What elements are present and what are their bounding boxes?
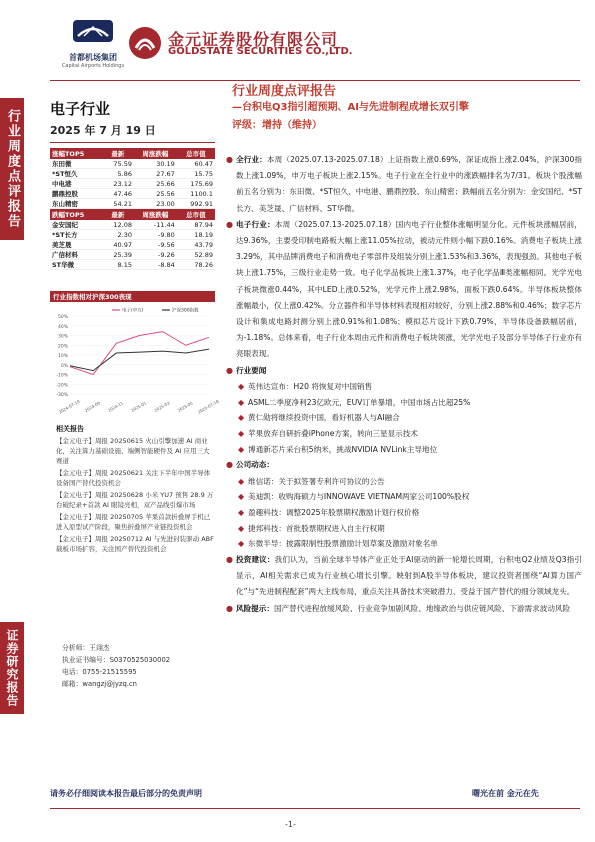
series-line: [70, 349, 209, 370]
market-text: 本周（2025.07.13-2025.07.18）上证指数上涨0.69%，深证成指上涨2.04%，沪深300指数上涨1.09%，申万电子板块上涨2.15%。电子行业在全行业中的涨跌幅排名为7/31。板块个股涨幅前五名分别为：东田微、*ST恒久、中电港、鹏鼎控股、东山精密；跌幅前五名分别为：金安国纪、*ST长方、美芝晟、广信材料、ST华微。: [236, 155, 582, 213]
legend-entry: 电子(申万): [122, 308, 144, 314]
table-cell: -11.44: [134, 220, 177, 230]
table-cell: 东山精密: [50, 199, 102, 209]
list-item: [226, 505, 582, 521]
news-label: 行业要闻: [236, 365, 267, 375]
table-cell: 25.66: [134, 179, 177, 189]
table-cell: 60.47: [177, 159, 215, 169]
table-cell: 中电港: [50, 179, 102, 189]
list-item: [226, 474, 582, 490]
table-row: [50, 250, 215, 260]
related-reports-list: [56, 436, 214, 556]
list-item-text: 维信诺：关于拟签署专利许可协议的公告: [248, 476, 385, 486]
diamond-icon: ◆: [238, 381, 245, 391]
table-cell: 54.21: [102, 199, 134, 209]
analyst-email: 邮箱：wangzj@jyzq.cn: [62, 680, 137, 688]
table-cell: *ST长方: [50, 230, 102, 240]
company-name-en: GOLDSTATE SECURITIES CO.,LTD.: [168, 46, 353, 57]
list-item: [226, 442, 582, 458]
industry-name: 电子行业: [50, 100, 111, 118]
table-row: [50, 169, 215, 179]
table-cell: 25.56: [134, 189, 177, 199]
report-subtitle: —台积电Q3指引超预期、AI与先进制程成增长双引擎: [232, 102, 469, 113]
x-tick-label: 2024-09: [83, 400, 101, 414]
table-header: 最新: [102, 209, 134, 221]
bullet-icon: ●: [226, 460, 233, 470]
table-cell: 1100.1: [177, 189, 215, 199]
advice-text: 我们认为，当前全球半导体产业正处于AI驱动的新一轮增长周期，台积电Q2业绩及Q3指引显示，AI相关需求已成为行业核心增长引擎。映射到A股半导体板块，建议投资者围绕“AI算力国产化”与“先进制程配套”两大主线布局，重点关注具备技术突破潜力、受益于国产替代的细分领域龙头。: [236, 555, 583, 597]
related-report-item[interactable]: 【金元电子】周报 20250628 小米 YU7 预售 28.9 万台破纪录+首款 AI 眼镜亮相，双产品线引爆市场: [56, 491, 214, 509]
analyst-license: 执业证书编号：S0370525030002: [62, 656, 171, 664]
table-cell: -9.80: [134, 230, 177, 240]
sidebar-report-category: 证券研究报告: [0, 622, 24, 714]
company-label: 公司动态：: [236, 460, 274, 470]
list-item: [226, 489, 582, 505]
electronic-label: 电子行业：: [236, 219, 275, 229]
table-header: 跌幅TOP5: [50, 209, 102, 221]
table-row: [50, 220, 215, 230]
electronic-section: [226, 217, 582, 363]
footer-disclaimer: 请务必仔细阅读本报告最后部分的免责声明: [50, 789, 202, 798]
x-tick-label: 2025-03: [153, 400, 171, 414]
report-date: 2025 年 7 月 19 日: [50, 124, 156, 137]
list-item-text: 东微半导：披露限制性股票激励计划草案及激励对象名单: [248, 539, 438, 549]
table-cell: -9.26: [134, 250, 177, 260]
bullet-icon: ●: [226, 155, 233, 164]
table-cell: *ST恒久: [50, 169, 102, 179]
list-item-text: 盈趣科技：调整2025年股票期权激励计划行权价格: [248, 507, 420, 517]
table-row: [50, 260, 215, 270]
list-item-text: 黄仁勋将继续投资中国，看好机器人与AI融合: [248, 413, 400, 423]
x-tick-label: 2025-05: [176, 400, 194, 414]
bullet-icon: ●: [226, 555, 233, 565]
table-header-row-up: [50, 148, 215, 159]
related-report-item[interactable]: 【金元电子】周报 20250712 AI 与先进封装驱动 ABF 载板市场扩容，关注国产替代投资机会: [56, 535, 214, 553]
company-list: [226, 474, 582, 553]
list-item: [226, 410, 582, 426]
company-section: [226, 457, 582, 473]
table-header: 最新: [102, 148, 134, 159]
list-item-text: 美迪凯：收购海硕力与INNOWAVE VIETNAM两家公司100%股权: [248, 492, 470, 502]
list-item-text: 苹果放弃自研折叠iPhone方案，转向三星显示技术: [248, 428, 418, 438]
related-reports-title: 相关报告: [56, 425, 84, 433]
x-tick-label: 2024-11: [107, 400, 125, 414]
market-section: [226, 152, 582, 217]
y-tick-label: 50%: [57, 315, 68, 320]
analyst-phone: 电话：0755-21515595: [62, 668, 137, 676]
table-cell: 23.00: [134, 199, 177, 209]
table-cell: -8.84: [134, 260, 177, 270]
diamond-icon: ◆: [238, 539, 245, 549]
diamond-icon: ◆: [238, 476, 245, 486]
table-cell: 78.26: [177, 260, 215, 270]
table-cell: 广信材料: [50, 250, 102, 260]
table-cell: 12.08: [102, 220, 134, 230]
news-section: [226, 363, 582, 379]
table-row: [50, 189, 215, 199]
table-header: 总市值: [177, 148, 215, 159]
capital-airports-name-en: Capital Airports Holdings: [61, 63, 125, 69]
x-tick-label: 2025-01: [130, 400, 148, 414]
left-column-divider: [50, 142, 215, 143]
table-header: 涨幅TOP5: [50, 148, 102, 159]
goldstate-logo-icon: [128, 26, 162, 60]
list-item: [226, 426, 582, 442]
goldstate-logo: [128, 26, 388, 66]
table-cell: 2.30: [102, 230, 134, 240]
table-row: [50, 240, 215, 250]
table-cell: 992.91: [177, 199, 215, 209]
x-tick-label: 2024-07-19: [57, 398, 81, 415]
list-item: [226, 395, 582, 411]
y-tick-label: 40%: [57, 324, 68, 330]
page-header: [50, 16, 580, 78]
bullet-icon: ●: [226, 219, 233, 229]
stock-performance-table: [50, 148, 215, 270]
table-row: [50, 230, 215, 240]
table-cell: 8.15: [102, 260, 134, 270]
table-row: [50, 159, 215, 169]
report-title: 行业周度点评报告: [232, 84, 337, 99]
table-cell: 40.97: [102, 240, 134, 250]
list-item-text: 捷邦科技：首批股票期权进入自主行权期: [248, 523, 385, 533]
y-tick-label: 0%: [60, 363, 68, 369]
table-cell: 15.75: [177, 169, 215, 179]
market-label: 全行业：: [236, 155, 267, 164]
analyst-info: [62, 642, 170, 690]
table-row: [50, 179, 215, 189]
diamond-icon: ◆: [238, 444, 245, 454]
list-item: [226, 379, 582, 395]
table-cell: 43.79: [177, 240, 215, 250]
x-tick-label: 2025-07-18: [196, 398, 220, 415]
table-cell: 5.86: [102, 169, 134, 179]
capital-airports-logo: [58, 16, 128, 76]
risk-section: [226, 601, 582, 617]
related-report-item[interactable]: 【金元电子】周报 20250621 关注下半年中国半导体设备国产替代投资机会: [56, 469, 211, 487]
table-cell: 23.12: [102, 179, 134, 189]
table-cell: 75.59: [102, 159, 134, 169]
list-item-text: 英伟达宣布：H20 将恢复对中国销售: [248, 381, 373, 391]
capital-airports-logo-icon: [70, 16, 116, 46]
table-header: 周涨跌幅: [134, 209, 177, 221]
list-item-text: 博通新芯片采台积5纳米，挑战NVIDIA NVLink主导地位: [248, 444, 438, 454]
table-cell: ST华微: [50, 260, 102, 270]
footer-divider: [50, 808, 580, 809]
table-cell: 金安国纪: [50, 220, 102, 230]
risk-text: 国产替代进程放缓风险、行业竞争加剧风险、地缘政治与供应链风险、下游需求波动风险: [273, 603, 571, 613]
table-cell: 美芝晟: [50, 240, 102, 250]
y-tick-label: -20%: [56, 383, 68, 389]
table-header-row-down: [50, 209, 215, 221]
y-tick-label: 10%: [57, 354, 68, 359]
diamond-icon: ◆: [238, 523, 245, 533]
table-cell: 27.67: [134, 169, 177, 179]
chart-svg: [50, 302, 220, 415]
diamond-icon: ◆: [238, 413, 245, 423]
advice-label: 投资建议：: [236, 555, 275, 565]
analyst-name: 分析师：王翊杰: [62, 644, 110, 652]
y-tick-label: -30%: [56, 393, 68, 398]
table-cell: 47.46: [102, 189, 134, 199]
main-content: [226, 152, 582, 617]
index-performance-chart: [50, 302, 220, 415]
table-cell: 175.69: [177, 179, 215, 189]
table-cell: 87.94: [177, 220, 215, 230]
bullet-icon: ●: [226, 365, 233, 375]
table-header: 周涨跌幅: [134, 148, 177, 159]
table-cell: 18.19: [177, 230, 215, 240]
diamond-icon: ◆: [238, 397, 245, 407]
advice-section: [226, 552, 582, 601]
report-rating: 评级：增持（维持）: [232, 120, 322, 131]
table-cell: 东田微: [50, 159, 102, 169]
legend-entry: 沪深300指数: [172, 308, 199, 314]
related-report-item[interactable]: 【金元电子】周报 20250615 火山引擎加速 AI 商业化，关注算力基础设施、端侧智能硬件及 AI 应用三大赛道: [56, 437, 210, 465]
y-tick-label: 30%: [57, 334, 68, 340]
footer-slogan: 曙光在前 金元在先: [472, 789, 539, 798]
risk-label: 风险提示：: [236, 603, 274, 613]
table-header: 总市值: [177, 209, 215, 221]
diamond-icon: ◆: [238, 428, 245, 438]
table-cell: 鹏鼎控股: [50, 189, 102, 199]
y-tick-label: 20%: [57, 344, 68, 350]
page-number: -1-: [285, 820, 296, 829]
bullet-icon: ●: [226, 603, 233, 613]
company-name-cn: 金元证券股份有限公司: [168, 30, 339, 49]
list-item: [226, 521, 582, 537]
related-report-item[interactable]: 【金元电子】周报 20250705 苹果首款折叠屏手机已进入原型试产阶段，聚焦折叠屏产业链投资机会: [56, 513, 211, 531]
table-cell: -9.56: [134, 240, 177, 250]
table-cell: 30.19: [134, 159, 177, 169]
y-tick-label: -10%: [56, 373, 68, 379]
table-cell: 25.39: [102, 250, 134, 260]
electronic-text: 本周（2025.07.13-2025.07.18）国内电子行业整体涨幅明显分化。元件板块涨幅居前，达9.36%，主要受印制电路板大幅上涨11.05%拉动，被动元件则小幅下跌0.16%。消费电子板块上涨3.29%，其中品牌消费电子和消费电子零部件及组装分别上涨1.53%和3.36%，表现强劲。其他电子板块上涨1.75%，三级行业走势一致。电子化学品板块上涨1.37%，电子化学品Ⅲ类涨幅相同。光学光电子板块微涨0.44%，其中LED上涨0.52%，光学元件上涨2.98%，面板下跌0.64%。半导体板块整体涨幅最小，仅上涨0.42%。分立器件和半导体材料表现相对较好，分别上涨2.88%和0.46%；数字芯片设计和集成电路封测分别上涨0.91%和1.08%；模拟芯片设计下跌0.79%，半导体设备跌幅居前，为-1.18%。总体来看，电子行业本周由元件和消费电子板块领涨，光学光电子及部分半导体子行业亦有亮眼表现。: [236, 219, 583, 359]
list-item: [226, 536, 582, 552]
sidebar-report-type: 行业周度点评报告: [0, 98, 24, 240]
capital-airports-name-cn: 首都机场集团: [69, 53, 117, 62]
list-item-text: ASML二季度净利23亿欧元，EUV订单暴增，中国市场占比超25%: [248, 397, 471, 407]
news-list: [226, 379, 582, 458]
table-row: [50, 199, 215, 209]
diamond-icon: ◆: [238, 492, 245, 502]
diamond-icon: ◆: [238, 507, 245, 517]
table-cell: 52.89: [177, 250, 215, 260]
chart-title: 行业指数相对沪深300表现: [50, 291, 215, 302]
